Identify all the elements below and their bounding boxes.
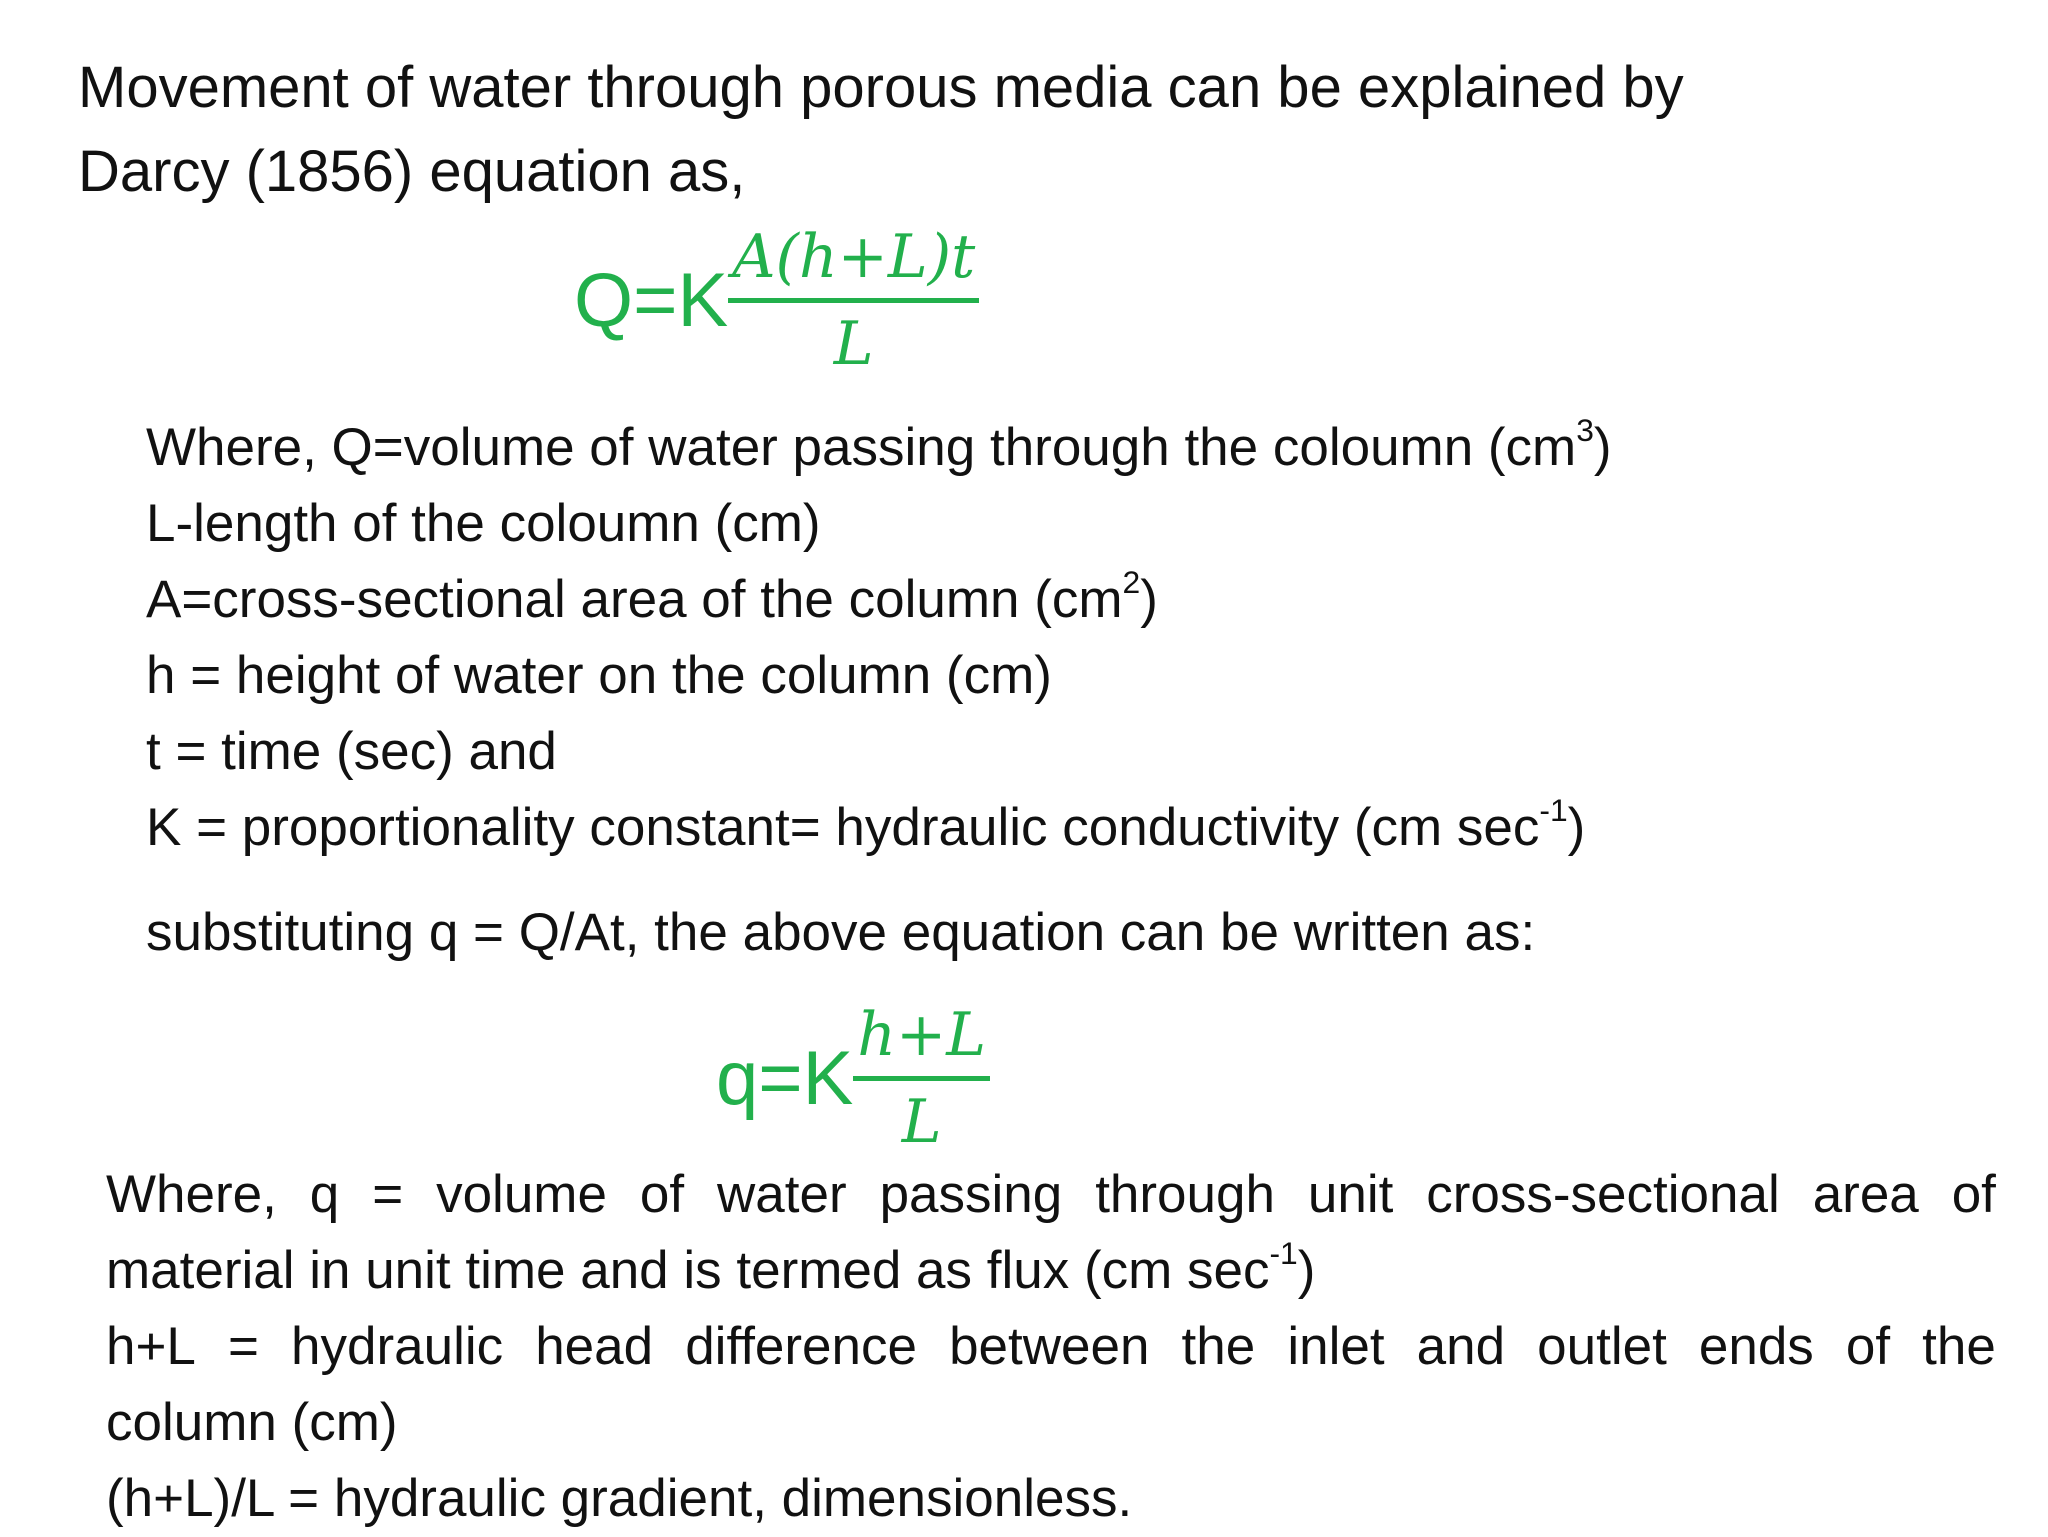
definition-line	[146, 790, 1612, 866]
word: area	[1812, 1165, 1919, 1224]
equation-fraction	[853, 1000, 990, 1157]
equation-fraction	[728, 222, 979, 379]
word: q	[309, 1165, 340, 1224]
intro-paragraph	[78, 46, 1978, 214]
flux-definition-line-3	[106, 1309, 1996, 1385]
equation-lhs: Q=K	[574, 257, 729, 343]
definition-line	[146, 486, 1612, 562]
word: head	[535, 1317, 654, 1376]
word: of	[639, 1165, 685, 1224]
flux-definition-line-2	[106, 1233, 1996, 1309]
word: of	[1845, 1317, 1891, 1376]
flux-definitions	[106, 1157, 1996, 1537]
word: cross-sectional	[1426, 1165, 1780, 1224]
flux-definition-line-5: (h+L)/L = hydraulic gradient, dimensionless.	[106, 1469, 1133, 1528]
equation-lhs: q=K	[716, 1035, 854, 1121]
word: h+L	[106, 1317, 196, 1376]
superscript: -1	[1269, 1235, 1298, 1272]
word: inlet	[1287, 1317, 1385, 1376]
word: Where,	[106, 1165, 277, 1224]
flux-definition-line-1	[106, 1157, 1996, 1233]
definition-text: material in unit time and is termed as flux (cm sec	[106, 1241, 1270, 1300]
definition-text: A=cross-sectional area of the column (cm	[146, 570, 1123, 629]
word: the	[1922, 1317, 1996, 1376]
word: between	[949, 1317, 1150, 1376]
word: through	[1095, 1165, 1275, 1224]
definition-line	[146, 410, 1612, 486]
word: outlet	[1537, 1317, 1667, 1376]
word: water	[717, 1165, 847, 1224]
word: unit	[1307, 1165, 1394, 1224]
word: volume	[436, 1165, 607, 1224]
substitution-sentence: substituting q = Q/At, the above equation can be written as:	[146, 903, 1536, 962]
word: of	[1951, 1165, 1996, 1224]
definition-text-end: )	[1593, 418, 1612, 477]
flux-definition-line-4: column (cm)	[106, 1393, 398, 1452]
definition-text: K = proportionality constant= hydraulic conductivity (cm sec	[146, 798, 1540, 857]
definition-text: t = time (sec) and	[146, 722, 557, 781]
intro-line-1: Movement of water through porous media can be explained by	[78, 55, 1684, 120]
word: and	[1416, 1317, 1506, 1376]
definition-line	[146, 714, 1612, 790]
intro-line-2: Darcy (1856) equation as,	[78, 139, 746, 204]
word: =	[372, 1165, 404, 1224]
superscript: 3	[1576, 412, 1594, 449]
word: =	[227, 1317, 259, 1376]
definition-line	[146, 638, 1612, 714]
flux-equation	[716, 1000, 990, 1157]
darcy-equation	[574, 222, 979, 379]
definition-text: h = height of water on the column (cm)	[146, 646, 1052, 705]
definition-text-end: )	[1140, 570, 1158, 629]
definition-line	[146, 562, 1612, 638]
definition-text-end: )	[1297, 1241, 1316, 1300]
word: hydraulic	[291, 1317, 504, 1376]
fraction-denominator: L	[833, 309, 874, 379]
word: passing	[879, 1165, 1063, 1224]
fraction-numerator: h+L	[857, 1000, 987, 1070]
word: difference	[685, 1317, 917, 1376]
definition-text-end: )	[1567, 798, 1586, 857]
fraction-numerator: A(h+L)t	[732, 222, 976, 292]
fraction-denominator: L	[901, 1087, 942, 1157]
definition-text: Where, Q=volume of water passing through the coloumn (cm	[146, 418, 1577, 477]
superscript: -1	[1539, 792, 1568, 829]
word: ends	[1698, 1317, 1814, 1376]
definition-text: L-length of the coloumn (cm)	[146, 494, 821, 553]
variable-definitions	[146, 410, 1612, 866]
superscript: 2	[1122, 564, 1141, 601]
word: the	[1181, 1317, 1256, 1376]
